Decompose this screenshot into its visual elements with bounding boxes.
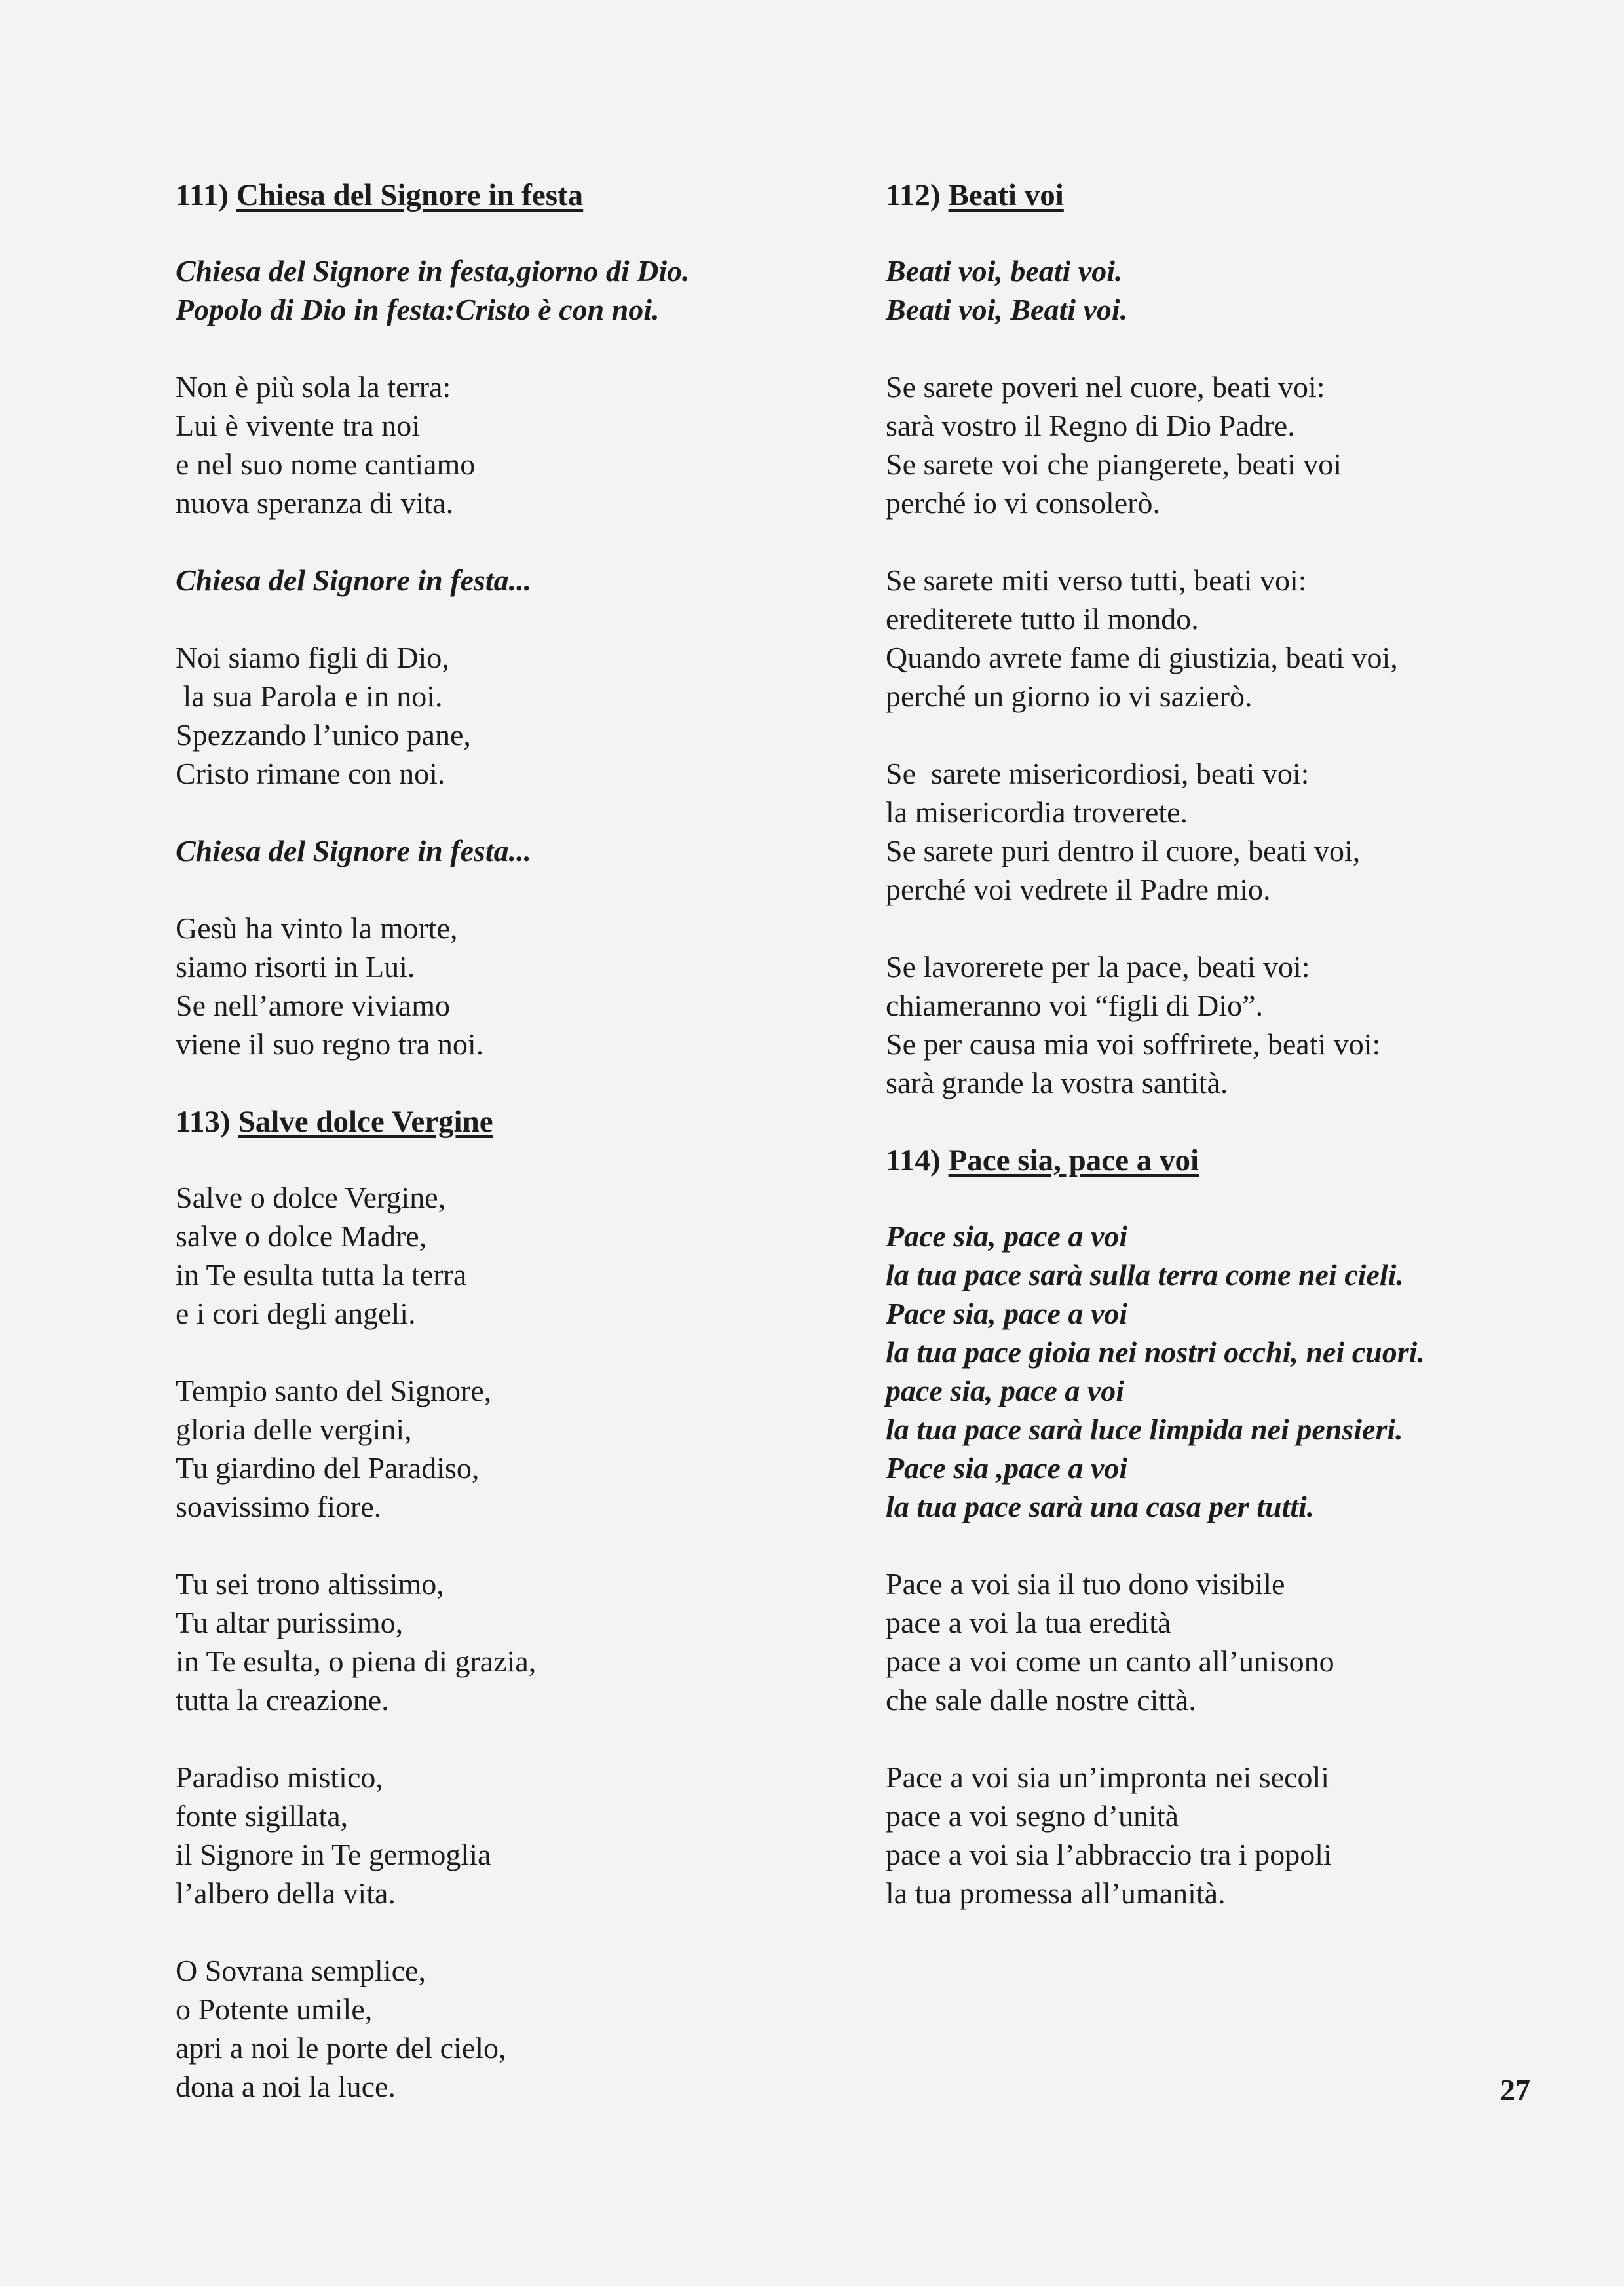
lyric-line: la tua pace sarà una casa per tutti. xyxy=(886,1490,1315,1523)
lyric-line: pace a voi segno d’unità xyxy=(886,1799,1179,1833)
verse-stanza xyxy=(176,1178,844,1333)
lyric-line: nuova speranza di vita. xyxy=(176,486,454,520)
lyric-line: Se sarete miti verso tutti, beati voi: xyxy=(886,563,1307,597)
lyric-line: in Te esulta tutta la terra xyxy=(176,1258,467,1291)
lyric-line: l’albero della vita. xyxy=(176,1876,396,1910)
lyric-line: Beati voi, Beati voi. xyxy=(886,293,1128,326)
song-name: Beati voi xyxy=(948,178,1064,212)
lyric-line: la tua pace sarà luce limpida nei pensieri. xyxy=(886,1413,1403,1446)
lyric-line: Paradiso mistico, xyxy=(176,1761,383,1794)
verse-stanza xyxy=(886,561,1580,715)
lyric-line: Pace a voi sia un’impronta nei secoli xyxy=(886,1761,1330,1794)
lyric-line: perché un giorno io vi sazierò. xyxy=(886,679,1253,713)
verse-stanza xyxy=(176,1565,844,1719)
lyric-line: la misericordia troverete. xyxy=(886,795,1188,829)
lyric-line: erediterete tutto il mondo. xyxy=(886,602,1199,636)
lyric-line: fonte sigillata, xyxy=(176,1799,349,1833)
lyric-line: Tu altar purissimo, xyxy=(176,1606,404,1639)
chorus-stanza xyxy=(176,561,844,600)
lyric-line: che sale dalle nostre città. xyxy=(886,1683,1196,1717)
lyric-line: e nel suo nome cantiamo xyxy=(176,448,476,481)
lyric-line: apri a noi le porte del cielo, xyxy=(176,2031,506,2065)
song-title xyxy=(176,1102,844,1141)
lyric-line: Se sarete voi che piangerete, beati voi xyxy=(886,448,1342,481)
lyric-line: pace sia, pace a voi xyxy=(886,1374,1125,1407)
verse-stanza xyxy=(176,638,844,793)
lyric-line: Chiesa del Signore in festa,giorno di Dio. xyxy=(176,254,690,288)
song-number: 114) xyxy=(886,1143,941,1177)
verse-stanza xyxy=(176,1758,844,1913)
song-number: 111) xyxy=(176,178,229,212)
verse-stanza xyxy=(176,1951,844,2106)
lyric-line: Tu sei trono altissimo, xyxy=(176,1567,444,1601)
lyric-line: salve o dolce Madre, xyxy=(176,1219,427,1253)
verse-stanza xyxy=(886,947,1580,1102)
chorus-stanza xyxy=(886,252,1580,329)
lyric-line: la sua Parola e in noi. xyxy=(176,679,443,713)
verse-stanza xyxy=(176,909,844,1063)
right-column xyxy=(886,176,1580,1951)
song xyxy=(176,176,844,1063)
lyric-line: siamo risorti in Lui. xyxy=(176,950,415,983)
song-name: Pace sia, pace a voi xyxy=(948,1143,1199,1177)
song-title xyxy=(176,176,844,215)
lyric-line: Se per causa mia voi soffrirete, beati voi: xyxy=(886,1027,1381,1061)
chorus-stanza xyxy=(176,831,844,870)
lyric-line: Quando avrete fame di giustizia, beati voi, xyxy=(886,641,1398,674)
lyric-line: Pace a voi sia il tuo dono visibile xyxy=(886,1567,1285,1601)
lyric-line: pace a voi sia l’abbraccio tra i popoli xyxy=(886,1838,1332,1871)
song-title xyxy=(886,176,1580,215)
song-number: 113) xyxy=(176,1105,231,1139)
page-number: 27 xyxy=(1500,2073,1530,2106)
chorus-stanza xyxy=(176,252,844,329)
verse-stanza xyxy=(176,1371,844,1526)
song-name: Salve dolce Vergine xyxy=(238,1105,493,1139)
lyric-line: pace a voi la tua eredità xyxy=(886,1606,1171,1639)
lyric-line: Se nell’amore viviamo xyxy=(176,989,450,1022)
lyric-line: O Sovrana semplice, xyxy=(176,1954,426,1987)
lyric-line: Chiesa del Signore in festa... xyxy=(176,563,532,597)
lyric-line: Gesù ha vinto la morte, xyxy=(176,911,458,945)
lyric-line: Cristo rimane con noi. xyxy=(176,757,445,790)
lyric-line: Se lavorerete per la pace, beati voi: xyxy=(886,950,1310,983)
verse-stanza xyxy=(886,368,1580,522)
lyric-line: pace a voi come un canto all’unisono xyxy=(886,1645,1334,1678)
verse-stanza xyxy=(886,1758,1580,1913)
lyric-line: e i cori degli angeli. xyxy=(176,1297,416,1330)
lyric-line: soavissimo fiore. xyxy=(176,1490,382,1523)
lyric-line: Lui è vivente tra noi xyxy=(176,409,420,442)
lyric-line: Se sarete misericordiosi, beati voi: xyxy=(886,757,1310,790)
lyric-line: sarà vostro il Regno di Dio Padre. xyxy=(886,409,1295,442)
lyric-line: perché io vi consolerò. xyxy=(886,486,1160,520)
lyric-line: perché voi vedrete il Padre mio. xyxy=(886,873,1271,906)
lyric-line: sarà grande la vostra santità. xyxy=(886,1066,1228,1099)
song-number: 112) xyxy=(886,178,941,212)
lyric-line: dona a noi la luce. xyxy=(176,2070,396,2103)
lyric-line: Se sarete puri dentro il cuore, beati voi, xyxy=(886,834,1361,867)
lyric-line: viene il suo regno tra noi. xyxy=(176,1027,484,1061)
lyric-line: il Signore in Te germoglia xyxy=(176,1838,491,1871)
lyric-line: Popolo di Dio in festa:Cristo è con noi. xyxy=(176,293,660,326)
lyric-line: Se sarete poveri nel cuore, beati voi: xyxy=(886,370,1325,404)
lyric-line: Noi siamo figli di Dio, xyxy=(176,641,449,674)
lyric-line: chiameranno voi “figli di Dio”. xyxy=(886,989,1264,1022)
song-title xyxy=(886,1141,1580,1180)
lyric-line: Pace sia ,pace a voi xyxy=(886,1451,1128,1485)
song xyxy=(886,176,1580,1102)
lyric-line: Non è più sola la terra: xyxy=(176,370,451,404)
verse-stanza xyxy=(176,368,844,522)
verse-stanza xyxy=(886,754,1580,909)
lyric-line: o Potente umile, xyxy=(176,1992,373,2026)
left-column xyxy=(176,176,844,2144)
lyric-line: Beati voi, beati voi. xyxy=(886,254,1123,288)
lyric-line: Pace sia, pace a voi xyxy=(886,1219,1128,1253)
lyric-line: Tempio santo del Signore, xyxy=(176,1374,492,1407)
lyric-line: Tu giardino del Paradiso, xyxy=(176,1451,480,1485)
lyric-line: la tua pace sarà sulla terra come nei cieli. xyxy=(886,1258,1404,1291)
verse-stanza xyxy=(886,1565,1580,1719)
song xyxy=(886,1141,1580,1913)
lyric-line: in Te esulta, o piena di grazia, xyxy=(176,1645,537,1678)
lyric-line: la tua pace gioia nei nostri occhi, nei cuori. xyxy=(886,1335,1425,1369)
lyric-line: Chiesa del Signore in festa... xyxy=(176,834,532,867)
lyric-line: la tua promessa all’umanità. xyxy=(886,1876,1226,1910)
lyric-line: Pace sia, pace a voi xyxy=(886,1297,1128,1330)
lyric-line: Spezzando l’unico pane, xyxy=(176,718,471,752)
lyric-line: Salve o dolce Vergine, xyxy=(176,1181,446,1214)
song-name: Chiesa del Signore in festa xyxy=(236,178,584,212)
chorus-stanza xyxy=(886,1217,1580,1526)
lyric-line: gloria delle vergini, xyxy=(176,1413,412,1446)
song xyxy=(176,1102,844,2106)
lyric-line: tutta la creazione. xyxy=(176,1683,389,1717)
